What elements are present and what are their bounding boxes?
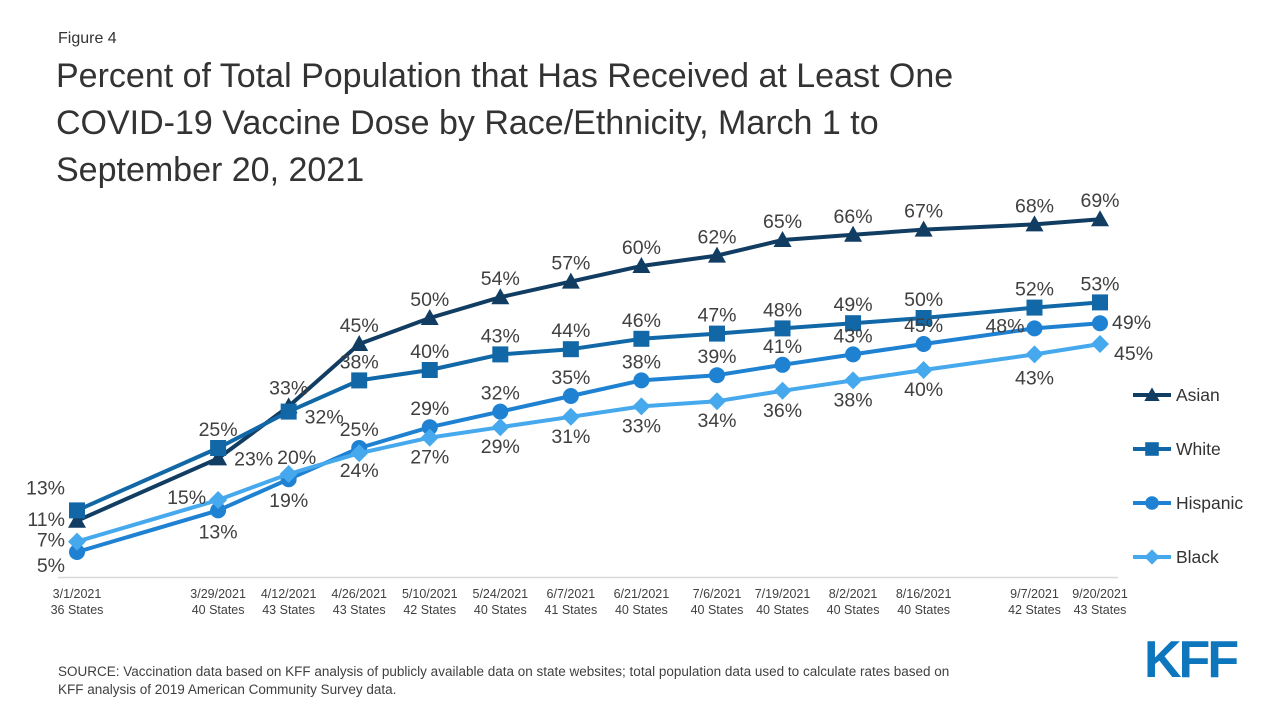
x-tick-states-10: 40 States bbox=[826, 603, 880, 617]
value-label-asian-2: 33% bbox=[269, 377, 309, 400]
x-tick-states-0: 36 States bbox=[50, 603, 104, 617]
value-label-hispanic-4: 29% bbox=[410, 398, 450, 421]
value-label-asian-4: 50% bbox=[410, 289, 450, 311]
legend-marker-white bbox=[1145, 442, 1159, 456]
value-label-asian-11: 67% bbox=[904, 200, 944, 223]
value-label-asian-3: 45% bbox=[339, 315, 379, 337]
marker-hispanic-10 bbox=[845, 346, 861, 362]
marker-black-12 bbox=[1025, 345, 1043, 363]
value-label-hispanic-10: 43% bbox=[833, 325, 873, 348]
marker-hispanic-13 bbox=[1092, 315, 1108, 331]
value-label-black-5: 29% bbox=[480, 436, 520, 459]
kff-logo: KFF bbox=[1144, 631, 1237, 689]
marker-black-8 bbox=[708, 392, 726, 410]
x-tick-date-0: 3/1/2021 bbox=[52, 587, 102, 601]
marker-hispanic-9 bbox=[775, 357, 791, 373]
value-label-hispanic-11: 45% bbox=[904, 315, 944, 337]
legend-label-black: Black bbox=[1176, 547, 1219, 567]
x-tick-date-10: 8/2/2021 bbox=[828, 587, 878, 601]
x-tick-date-9: 7/19/2021 bbox=[754, 587, 811, 601]
value-label-black-7: 33% bbox=[621, 415, 661, 438]
x-tick-states-13: 43 States bbox=[1073, 603, 1127, 617]
marker-hispanic-5 bbox=[492, 404, 508, 420]
marker-white-12 bbox=[1026, 300, 1042, 316]
figure-label: Figure 4 bbox=[58, 30, 117, 47]
value-label-asian-8: 62% bbox=[697, 226, 737, 249]
value-label-white-0: 13% bbox=[25, 477, 65, 500]
marker-hispanic-12 bbox=[1026, 320, 1042, 336]
value-label-hispanic-0: 5% bbox=[36, 555, 65, 577]
value-label-white-2: 32% bbox=[304, 406, 344, 429]
value-label-asian-9: 65% bbox=[763, 211, 803, 233]
x-tick-states-9: 40 States bbox=[756, 603, 809, 617]
x-tick-states-1: 40 States bbox=[191, 603, 245, 617]
chart-title-line-1: Percent of Total Population that Has Received at Least One bbox=[56, 57, 954, 95]
x-tick-states-8: 40 States bbox=[690, 603, 744, 617]
value-label-asian-13: 69% bbox=[1080, 190, 1120, 213]
value-label-white-1: 25% bbox=[198, 419, 238, 441]
value-label-hispanic-3: 25% bbox=[339, 419, 379, 441]
marker-hispanic-11 bbox=[916, 336, 932, 352]
x-tick-date-4: 5/10/2021 bbox=[401, 587, 458, 601]
value-label-white-5: 43% bbox=[480, 325, 520, 348]
marker-hispanic-7 bbox=[633, 372, 649, 388]
legend-label-hispanic: Hispanic bbox=[1176, 493, 1244, 513]
value-label-asian-7: 60% bbox=[621, 237, 661, 259]
value-label-white-13: 53% bbox=[1080, 273, 1120, 296]
legend-marker-black bbox=[1144, 549, 1159, 564]
value-label-black-0: 7% bbox=[36, 529, 65, 552]
legend-marker-hispanic bbox=[1145, 496, 1159, 510]
value-label-black-1: 15% bbox=[167, 487, 207, 509]
value-label-asian-12: 68% bbox=[1014, 195, 1055, 218]
legend-label-asian: Asian bbox=[1176, 385, 1220, 405]
marker-white-8 bbox=[709, 326, 725, 342]
value-label-hispanic-7: 38% bbox=[621, 351, 661, 374]
value-label-hispanic-2: 19% bbox=[269, 490, 309, 513]
x-tick-states-12: 42 States bbox=[1008, 603, 1061, 617]
marker-white-5 bbox=[492, 346, 508, 362]
marker-white-4 bbox=[422, 362, 438, 378]
value-label-hispanic-5: 32% bbox=[480, 382, 520, 405]
x-tick-date-1: 3/29/2021 bbox=[190, 587, 246, 601]
value-label-asian-5: 54% bbox=[480, 268, 520, 291]
marker-black-5 bbox=[491, 418, 509, 436]
marker-white-2 bbox=[281, 404, 297, 420]
value-label-hispanic-12: 48% bbox=[985, 315, 1025, 338]
value-label-black-3: 24% bbox=[339, 460, 379, 483]
value-label-asian-6: 57% bbox=[551, 252, 591, 275]
value-label-white-3: 38% bbox=[339, 351, 379, 374]
value-label-black-11: 40% bbox=[904, 379, 944, 401]
chart-title-line-2: COVID-19 Vaccine Dose by Race/Ethnicity, March 1 to bbox=[56, 104, 879, 142]
value-label-hispanic-9: 41% bbox=[763, 335, 803, 358]
marker-hispanic-8 bbox=[709, 367, 725, 383]
marker-white-1 bbox=[210, 440, 226, 456]
value-label-black-9: 36% bbox=[763, 399, 803, 422]
marker-white-7 bbox=[633, 331, 649, 347]
value-label-white-6: 44% bbox=[551, 320, 591, 343]
marker-white-6 bbox=[563, 341, 579, 357]
value-label-hispanic-8: 39% bbox=[697, 346, 737, 369]
x-tick-states-7: 40 States bbox=[614, 603, 668, 617]
x-tick-date-13: 9/20/2021 bbox=[1072, 587, 1128, 601]
value-label-hispanic-6: 35% bbox=[551, 367, 591, 389]
x-tick-states-2: 43 States bbox=[262, 603, 316, 617]
source-note-line-2: KFF analysis of 2019 American Community Survey data. bbox=[58, 681, 397, 697]
marker-black-7 bbox=[632, 397, 650, 415]
legend-label-white: White bbox=[1176, 439, 1221, 459]
value-label-black-4: 27% bbox=[410, 446, 450, 469]
x-tick-states-3: 43 States bbox=[332, 603, 386, 617]
value-label-white-12: 52% bbox=[1014, 278, 1055, 301]
marker-black-6 bbox=[562, 408, 580, 426]
marker-black-9 bbox=[774, 382, 792, 400]
value-label-hispanic-13: 49% bbox=[1112, 312, 1152, 335]
x-tick-date-5: 5/24/2021 bbox=[472, 587, 529, 601]
marker-black-11 bbox=[915, 361, 933, 379]
value-label-black-8: 34% bbox=[697, 410, 737, 433]
value-label-asian-1: 23% bbox=[234, 448, 274, 471]
marker-hispanic-6 bbox=[563, 388, 579, 404]
value-label-asian-10: 66% bbox=[833, 205, 873, 228]
x-tick-date-6: 6/7/2021 bbox=[546, 587, 596, 601]
source-note bbox=[58, 663, 1128, 698]
x-tick-date-12: 9/7/2021 bbox=[1010, 587, 1059, 601]
value-label-black-10: 38% bbox=[833, 389, 873, 412]
value-label-white-4: 40% bbox=[410, 341, 450, 363]
value-label-black-6: 31% bbox=[551, 425, 591, 448]
marker-white-3 bbox=[351, 372, 367, 388]
chart-title-line-3: September 20, 2021 bbox=[56, 151, 365, 189]
value-label-white-9: 48% bbox=[763, 299, 803, 322]
x-tick-date-2: 4/12/2021 bbox=[260, 587, 317, 601]
marker-black-10 bbox=[844, 371, 862, 389]
x-tick-states-6: 41 States bbox=[544, 603, 598, 617]
value-label-white-7: 46% bbox=[621, 309, 661, 332]
source-note-line-1: SOURCE: Vaccination data based on KFF analysis of publicly available data on state websites; total population data used to calculate rates based on bbox=[58, 664, 950, 679]
value-label-black-13: 45% bbox=[1114, 343, 1154, 365]
value-label-hispanic-1: 13% bbox=[198, 521, 238, 544]
marker-black-13 bbox=[1091, 335, 1109, 353]
value-label-black-2: 20% bbox=[277, 447, 317, 469]
x-tick-date-11: 8/16/2021 bbox=[895, 587, 952, 601]
marker-white-9 bbox=[775, 320, 791, 336]
x-tick-date-3: 4/26/2021 bbox=[331, 587, 388, 601]
x-tick-date-8: 7/6/2021 bbox=[692, 587, 742, 601]
x-tick-states-5: 40 States bbox=[473, 603, 527, 617]
value-label-black-12: 43% bbox=[1014, 367, 1055, 390]
value-label-white-11: 50% bbox=[904, 289, 944, 311]
value-label-white-8: 47% bbox=[697, 304, 737, 327]
value-label-asian-0: 11% bbox=[27, 508, 65, 531]
value-label-white-10: 49% bbox=[833, 294, 873, 317]
x-tick-date-7: 6/21/2021 bbox=[613, 587, 670, 601]
marker-white-13 bbox=[1092, 294, 1108, 310]
x-tick-states-4: 42 States bbox=[403, 603, 457, 617]
x-tick-states-11: 40 States bbox=[897, 603, 951, 617]
marker-white-0 bbox=[69, 502, 85, 518]
